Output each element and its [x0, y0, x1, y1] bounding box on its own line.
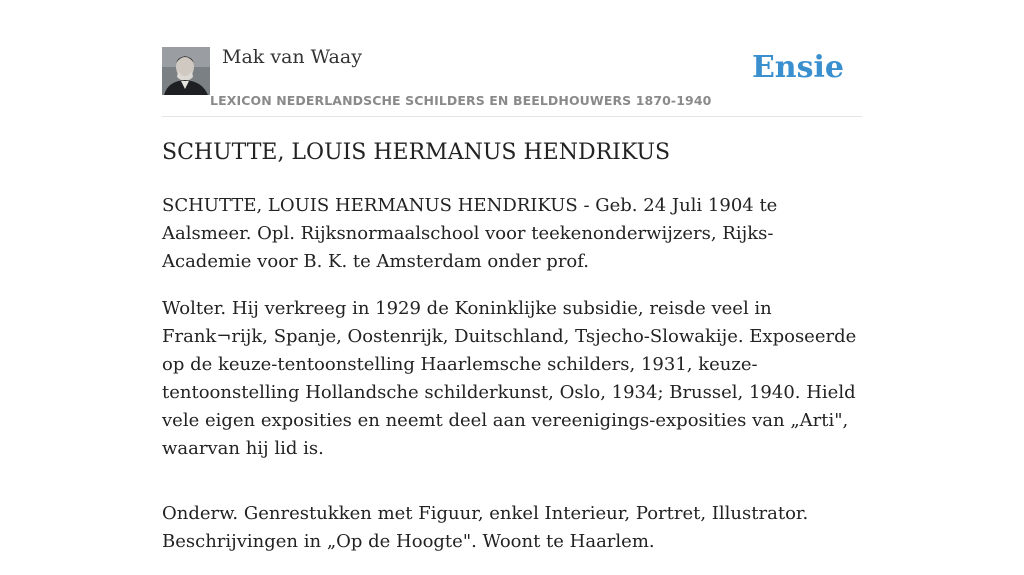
header [162, 0, 862, 117]
article-paragraph: Onderw. Genrestukken met Figuur, enkel Interieur, Portret, Illustrator. Beschrijvingen in „Op de Hoogte". Woont te Haarlem. [162, 503, 809, 552]
article-title: SCHUTTE, LOUIS HERMANUS HENDRIKUS [162, 140, 671, 165]
portrait-image [162, 47, 210, 95]
author-avatar[interactable] [162, 47, 210, 95]
lexicon-title[interactable]: LEXICON NEDERLANDSCHE SCHILDERS EN BEELDHOUWERS 1870-1940 [210, 93, 712, 108]
article-body [162, 192, 862, 575]
author-name[interactable]: Mak van Waay [222, 46, 362, 68]
article-paragraph: Wolter. Hij verkreeg in 1929 de Koninklijke subsidie, reisde veel in Frank¬rijk, Spanje, Oostenrijk, Duitschland, Tsjecho-Slowakije. Exposeerde op de keuze-tentoonstelling Haarlemsche schilders, 1931, keuze-tentoonstelling Hollandsche schilderkunst, Oslo, 1934; Brussel, 1940. Hield vele eigen exposities en neemt deel aan vereenigings-exposities van „Arti", waarvan hij lid is. [162, 298, 857, 459]
article-paragraph: SCHUTTE, LOUIS HERMANUS HENDRIKUS - Geb. 24 Juli 1904 te Aalsmeer. Opl. Rijksnormaalschool voor teekenonderwijzers, Rijks-Academie voor B. K. te Amsterdam onder prof. [162, 195, 778, 272]
ensie-logo[interactable]: Ensie [751, 50, 844, 85]
